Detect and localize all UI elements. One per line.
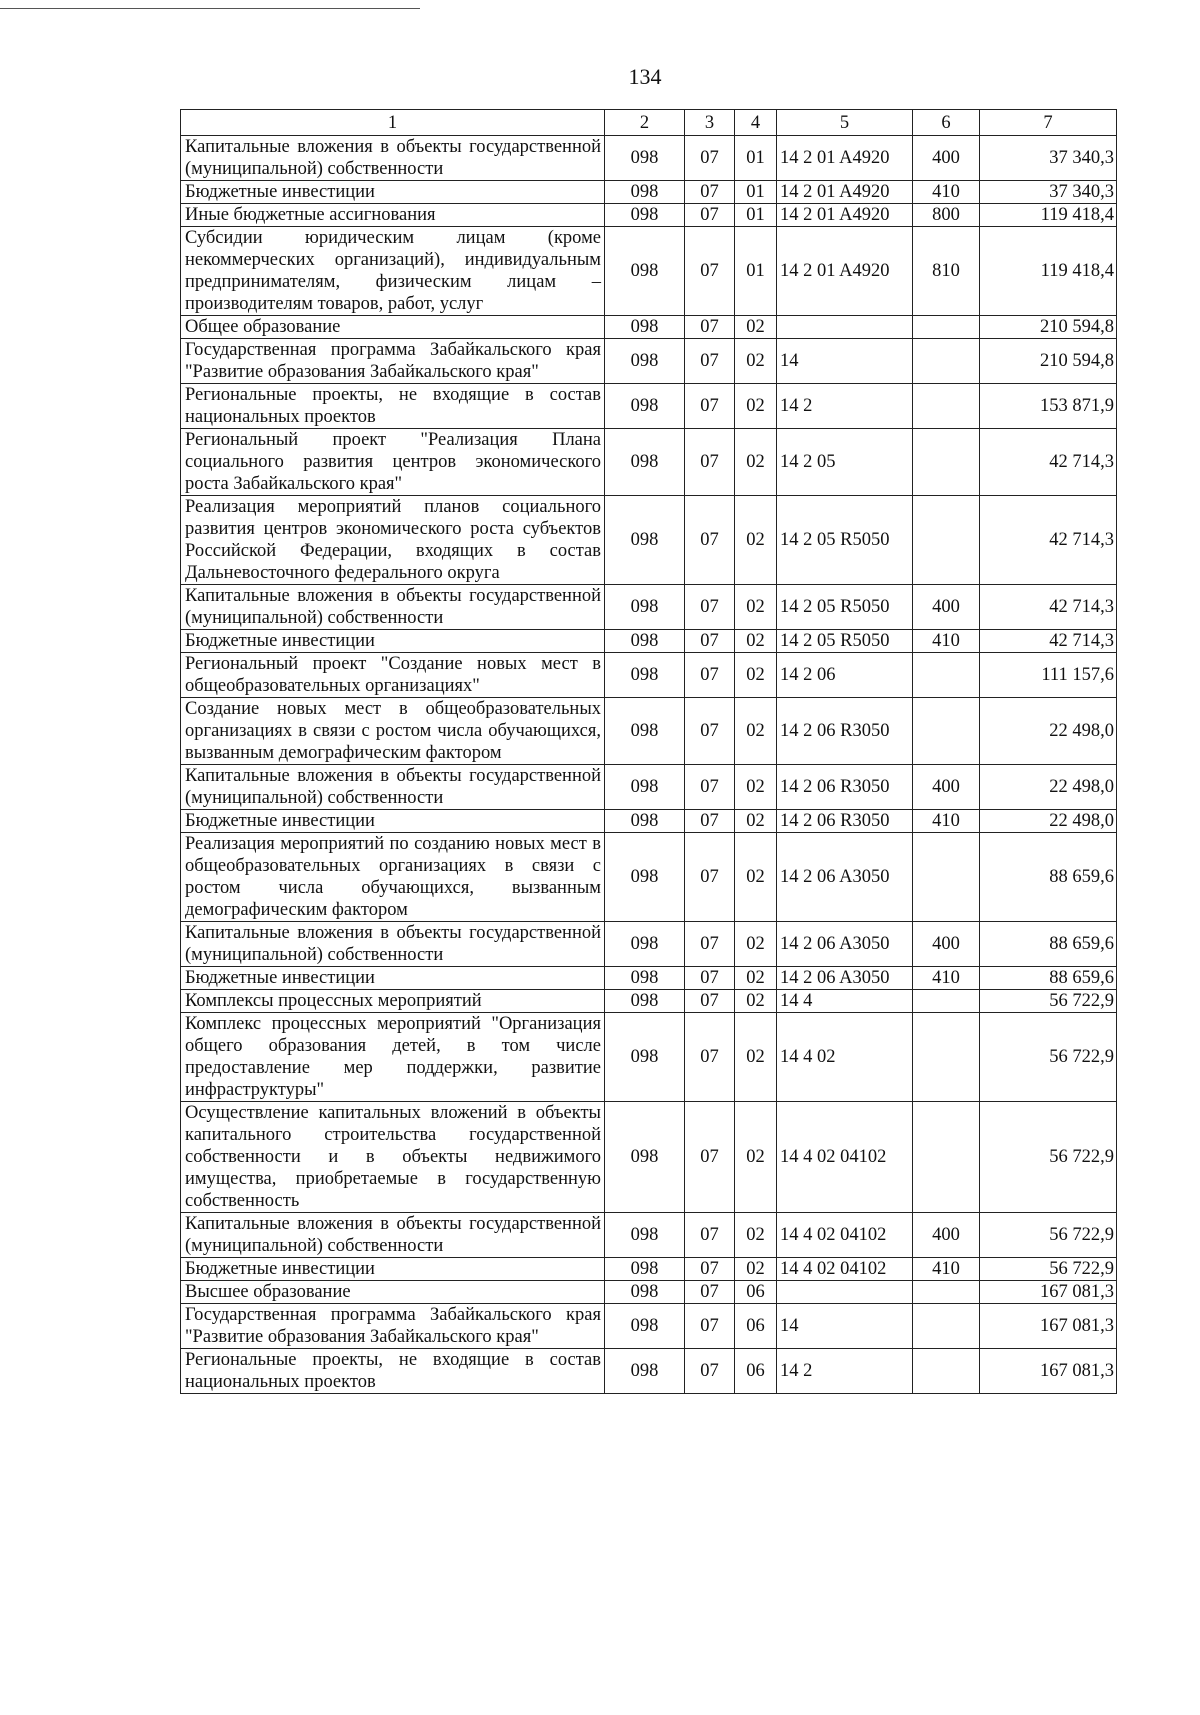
target-article-code <box>777 316 913 339</box>
column-header: 4 <box>735 110 777 136</box>
table-row <box>181 496 1117 585</box>
amount-value: 56 722,9 <box>980 1013 1117 1102</box>
admin-code: 098 <box>605 1102 685 1213</box>
amount-value: 42 714,3 <box>980 585 1117 630</box>
expense-type-code <box>913 1102 980 1213</box>
subsection-code: 02 <box>735 316 777 339</box>
row-description: Комплексы процессных мероприятий <box>181 990 605 1013</box>
subsection-code: 06 <box>735 1304 777 1349</box>
table-row <box>181 653 1117 698</box>
admin-code: 098 <box>605 1213 685 1258</box>
amount-value: 56 722,9 <box>980 1213 1117 1258</box>
row-description: Государственная программа Забайкальского края "Развитие образования Забайкальского края" <box>181 1304 605 1349</box>
amount-value: 88 659,6 <box>980 922 1117 967</box>
row-description: Общее образование <box>181 316 605 339</box>
section-code: 07 <box>685 585 735 630</box>
row-description: Бюджетные инвестиции <box>181 630 605 653</box>
row-description: Региональный проект "Реализация Плана социального развития центров экономического роста Забайкальского края" <box>181 429 605 496</box>
expense-type-code: 400 <box>913 922 980 967</box>
section-code: 07 <box>685 384 735 429</box>
target-article-code: 14 2 01 A4920 <box>777 181 913 204</box>
table-row <box>181 1349 1117 1394</box>
row-description: Иные бюджетные ассигнования <box>181 204 605 227</box>
target-article-code: 14 2 06 R3050 <box>777 810 913 833</box>
table-row <box>181 967 1117 990</box>
target-article-code: 14 2 06 R3050 <box>777 698 913 765</box>
table-row <box>181 990 1117 1013</box>
target-article-code: 14 2 05 <box>777 429 913 496</box>
table-row <box>181 429 1117 496</box>
expense-type-code <box>913 1349 980 1394</box>
table-row <box>181 1013 1117 1102</box>
table-row <box>181 384 1117 429</box>
column-header: 2 <box>605 110 685 136</box>
amount-value: 111 157,6 <box>980 653 1117 698</box>
section-code: 07 <box>685 698 735 765</box>
admin-code: 098 <box>605 990 685 1013</box>
subsection-code: 01 <box>735 136 777 181</box>
table-row <box>181 1102 1117 1213</box>
section-code: 07 <box>685 765 735 810</box>
section-code: 07 <box>685 1013 735 1102</box>
row-description: Реализация мероприятий по созданию новых мест в общеобразовательных организациях в связи с ростом числа обучающихся, вызванным демографическим фактором <box>181 833 605 922</box>
subsection-code: 02 <box>735 1258 777 1281</box>
table-header-row <box>181 110 1117 136</box>
page-number: 134 <box>628 64 662 89</box>
table-row <box>181 630 1117 653</box>
expense-type-code: 810 <box>913 227 980 316</box>
table-row <box>181 339 1117 384</box>
subsection-code: 02 <box>735 653 777 698</box>
admin-code: 098 <box>605 316 685 339</box>
section-code: 07 <box>685 1258 735 1281</box>
subsection-code: 02 <box>735 339 777 384</box>
table-row <box>181 698 1117 765</box>
subsection-code: 02 <box>735 384 777 429</box>
row-description: Капитальные вложения в объекты государственной (муниципальной) собственности <box>181 585 605 630</box>
row-description: Капитальные вложения в объекты государственной (муниципальной) собственности <box>181 136 605 181</box>
expense-type-code: 400 <box>913 765 980 810</box>
target-article-code: 14 2 06 A3050 <box>777 833 913 922</box>
admin-code: 098 <box>605 922 685 967</box>
target-article-code: 14 2 <box>777 384 913 429</box>
column-header: 1 <box>181 110 605 136</box>
section-code: 07 <box>685 316 735 339</box>
table-row <box>181 316 1117 339</box>
target-article-code: 14 4 02 04102 <box>777 1258 913 1281</box>
target-article-code: 14 4 02 04102 <box>777 1102 913 1213</box>
table-row <box>181 922 1117 967</box>
section-code: 07 <box>685 630 735 653</box>
subsection-code: 01 <box>735 227 777 316</box>
target-article-code: 14 2 06 <box>777 653 913 698</box>
amount-value: 88 659,6 <box>980 833 1117 922</box>
row-description: Бюджетные инвестиции <box>181 810 605 833</box>
expense-type-code <box>913 653 980 698</box>
expense-type-code: 410 <box>913 630 980 653</box>
target-article-code: 14 4 02 <box>777 1013 913 1102</box>
row-description: Комплекс процессных мероприятий "Организация общего образования детей, в том числе предоставление мер поддержки, развитие инфраструктуры" <box>181 1013 605 1102</box>
row-description: Капитальные вложения в объекты государственной (муниципальной) собственности <box>181 765 605 810</box>
amount-value: 37 340,3 <box>980 181 1117 204</box>
expense-type-code <box>913 316 980 339</box>
section-code: 07 <box>685 1304 735 1349</box>
amount-value: 167 081,3 <box>980 1349 1117 1394</box>
table-row <box>181 1281 1117 1304</box>
row-description: Бюджетные инвестиции <box>181 1258 605 1281</box>
row-description: Капитальные вложения в объекты государственной (муниципальной) собственности <box>181 922 605 967</box>
amount-value: 56 722,9 <box>980 1102 1117 1213</box>
section-code: 07 <box>685 1213 735 1258</box>
expense-type-code <box>913 833 980 922</box>
admin-code: 098 <box>605 204 685 227</box>
target-article-code: 14 2 01 A4920 <box>777 136 913 181</box>
section-code: 07 <box>685 136 735 181</box>
subsection-code: 02 <box>735 833 777 922</box>
subsection-code: 01 <box>735 181 777 204</box>
expense-type-code: 410 <box>913 810 980 833</box>
expense-type-code <box>913 1013 980 1102</box>
section-code: 07 <box>685 227 735 316</box>
subsection-code: 01 <box>735 204 777 227</box>
section-code: 07 <box>685 429 735 496</box>
section-code: 07 <box>685 181 735 204</box>
subsection-code: 02 <box>735 585 777 630</box>
target-article-code: 14 2 06 A3050 <box>777 967 913 990</box>
target-article-code <box>777 1281 913 1304</box>
admin-code: 098 <box>605 1281 685 1304</box>
row-description: Высшее образование <box>181 1281 605 1304</box>
subsection-code: 02 <box>735 1102 777 1213</box>
row-description: Государственная программа Забайкальского края "Развитие образования Забайкальского края" <box>181 339 605 384</box>
admin-code: 098 <box>605 765 685 810</box>
expense-type-code <box>913 339 980 384</box>
section-code: 07 <box>685 653 735 698</box>
subsection-code: 02 <box>735 429 777 496</box>
table-body <box>181 110 1117 1394</box>
amount-value: 167 081,3 <box>980 1304 1117 1349</box>
column-header: 3 <box>685 110 735 136</box>
row-description: Бюджетные инвестиции <box>181 181 605 204</box>
expense-type-code: 410 <box>913 967 980 990</box>
subsection-code: 02 <box>735 1213 777 1258</box>
admin-code: 098 <box>605 653 685 698</box>
section-code: 07 <box>685 204 735 227</box>
admin-code: 098 <box>605 698 685 765</box>
expense-type-code: 400 <box>913 585 980 630</box>
section-code: 07 <box>685 1102 735 1213</box>
target-article-code: 14 <box>777 339 913 384</box>
amount-value: 42 714,3 <box>980 496 1117 585</box>
section-code: 07 <box>685 990 735 1013</box>
table-row <box>181 181 1117 204</box>
subsection-code: 02 <box>735 990 777 1013</box>
column-header: 7 <box>980 110 1117 136</box>
admin-code: 098 <box>605 181 685 204</box>
amount-value: 56 722,9 <box>980 1258 1117 1281</box>
admin-code: 098 <box>605 227 685 316</box>
expense-type-code <box>913 496 980 585</box>
amount-value: 88 659,6 <box>980 967 1117 990</box>
row-description: Региональные проекты, не входящие в состав национальных проектов <box>181 384 605 429</box>
table-row <box>181 765 1117 810</box>
target-article-code: 14 2 06 R3050 <box>777 765 913 810</box>
table-row <box>181 833 1117 922</box>
amount-value: 119 418,4 <box>980 204 1117 227</box>
table-row <box>181 585 1117 630</box>
target-article-code: 14 2 01 A4920 <box>777 204 913 227</box>
amount-value: 153 871,9 <box>980 384 1117 429</box>
row-description: Субсидии юридическим лицам (кроме некоммерческих организаций), индивидуальным предпринимателям, физическим лицам – производителям товаров, работ, услуг <box>181 227 605 316</box>
subsection-code: 02 <box>735 922 777 967</box>
admin-code: 098 <box>605 429 685 496</box>
section-code: 07 <box>685 1349 735 1394</box>
row-description: Региональный проект "Создание новых мест в общеобразовательных организациях" <box>181 653 605 698</box>
table-row <box>181 136 1117 181</box>
row-description: Реализация мероприятий планов социального развития центров экономического роста субъектов Российской Федерации, входящих в состав Дальневосточного федерального округа <box>181 496 605 585</box>
target-article-code: 14 2 05 R5050 <box>777 496 913 585</box>
expense-type-code <box>913 1281 980 1304</box>
expense-type-code: 800 <box>913 204 980 227</box>
admin-code: 098 <box>605 810 685 833</box>
expense-type-code <box>913 384 980 429</box>
column-header: 5 <box>777 110 913 136</box>
subsection-code: 02 <box>735 810 777 833</box>
amount-value: 167 081,3 <box>980 1281 1117 1304</box>
section-code: 07 <box>685 833 735 922</box>
subsection-code: 06 <box>735 1349 777 1394</box>
amount-value: 22 498,0 <box>980 765 1117 810</box>
table-row <box>181 204 1117 227</box>
target-article-code: 14 2 <box>777 1349 913 1394</box>
subsection-code: 02 <box>735 765 777 810</box>
target-article-code: 14 4 02 04102 <box>777 1213 913 1258</box>
target-article-code: 14 <box>777 1304 913 1349</box>
subsection-code: 02 <box>735 967 777 990</box>
admin-code: 098 <box>605 1013 685 1102</box>
section-code: 07 <box>685 810 735 833</box>
budget-table <box>180 109 1117 1394</box>
section-code: 07 <box>685 339 735 384</box>
target-article-code: 14 2 01 A4920 <box>777 227 913 316</box>
admin-code: 098 <box>605 1349 685 1394</box>
admin-code: 098 <box>605 339 685 384</box>
section-code: 07 <box>685 967 735 990</box>
section-code: 07 <box>685 1281 735 1304</box>
expense-type-code: 410 <box>913 1258 980 1281</box>
target-article-code: 14 2 06 A3050 <box>777 922 913 967</box>
subsection-code: 02 <box>735 698 777 765</box>
admin-code: 098 <box>605 585 685 630</box>
amount-value: 37 340,3 <box>980 136 1117 181</box>
expense-type-code <box>913 429 980 496</box>
row-description: Осуществление капитальных вложений в объекты капитального строительства государственной собственности и в объекты недвижимого имущества, приобретаемые в государственную собственность <box>181 1102 605 1213</box>
target-article-code: 14 4 <box>777 990 913 1013</box>
target-article-code: 14 2 05 R5050 <box>777 585 913 630</box>
row-description: Бюджетные инвестиции <box>181 967 605 990</box>
amount-value: 210 594,8 <box>980 316 1117 339</box>
table-row <box>181 227 1117 316</box>
admin-code: 098 <box>605 1258 685 1281</box>
expense-type-code: 400 <box>913 136 980 181</box>
amount-value: 42 714,3 <box>980 429 1117 496</box>
table-row <box>181 1258 1117 1281</box>
amount-value: 119 418,4 <box>980 227 1117 316</box>
expense-type-code <box>913 698 980 765</box>
subsection-code: 02 <box>735 630 777 653</box>
expense-type-code <box>913 1304 980 1349</box>
target-article-code: 14 2 05 R5050 <box>777 630 913 653</box>
admin-code: 098 <box>605 967 685 990</box>
expense-type-code <box>913 990 980 1013</box>
top-rule <box>0 8 420 9</box>
admin-code: 098 <box>605 833 685 922</box>
admin-code: 098 <box>605 1304 685 1349</box>
admin-code: 098 <box>605 136 685 181</box>
table-row <box>181 1304 1117 1349</box>
section-code: 07 <box>685 922 735 967</box>
row-description: Создание новых мест в общеобразовательных организациях в связи с ростом числа обучающихся, вызванным демографическим фактором <box>181 698 605 765</box>
amount-value: 42 714,3 <box>980 630 1117 653</box>
column-header: 6 <box>913 110 980 136</box>
table-row <box>181 1213 1117 1258</box>
expense-type-code: 410 <box>913 181 980 204</box>
row-description: Региональные проекты, не входящие в состав национальных проектов <box>181 1349 605 1394</box>
subsection-code: 02 <box>735 496 777 585</box>
row-description: Капитальные вложения в объекты государственной (муниципальной) собственности <box>181 1213 605 1258</box>
subsection-code: 02 <box>735 1013 777 1102</box>
amount-value: 22 498,0 <box>980 810 1117 833</box>
admin-code: 098 <box>605 496 685 585</box>
section-code: 07 <box>685 496 735 585</box>
admin-code: 098 <box>605 384 685 429</box>
amount-value: 56 722,9 <box>980 990 1117 1013</box>
amount-value: 22 498,0 <box>980 698 1117 765</box>
admin-code: 098 <box>605 630 685 653</box>
amount-value: 210 594,8 <box>980 339 1117 384</box>
subsection-code: 06 <box>735 1281 777 1304</box>
expense-type-code: 400 <box>913 1213 980 1258</box>
table-row <box>181 810 1117 833</box>
